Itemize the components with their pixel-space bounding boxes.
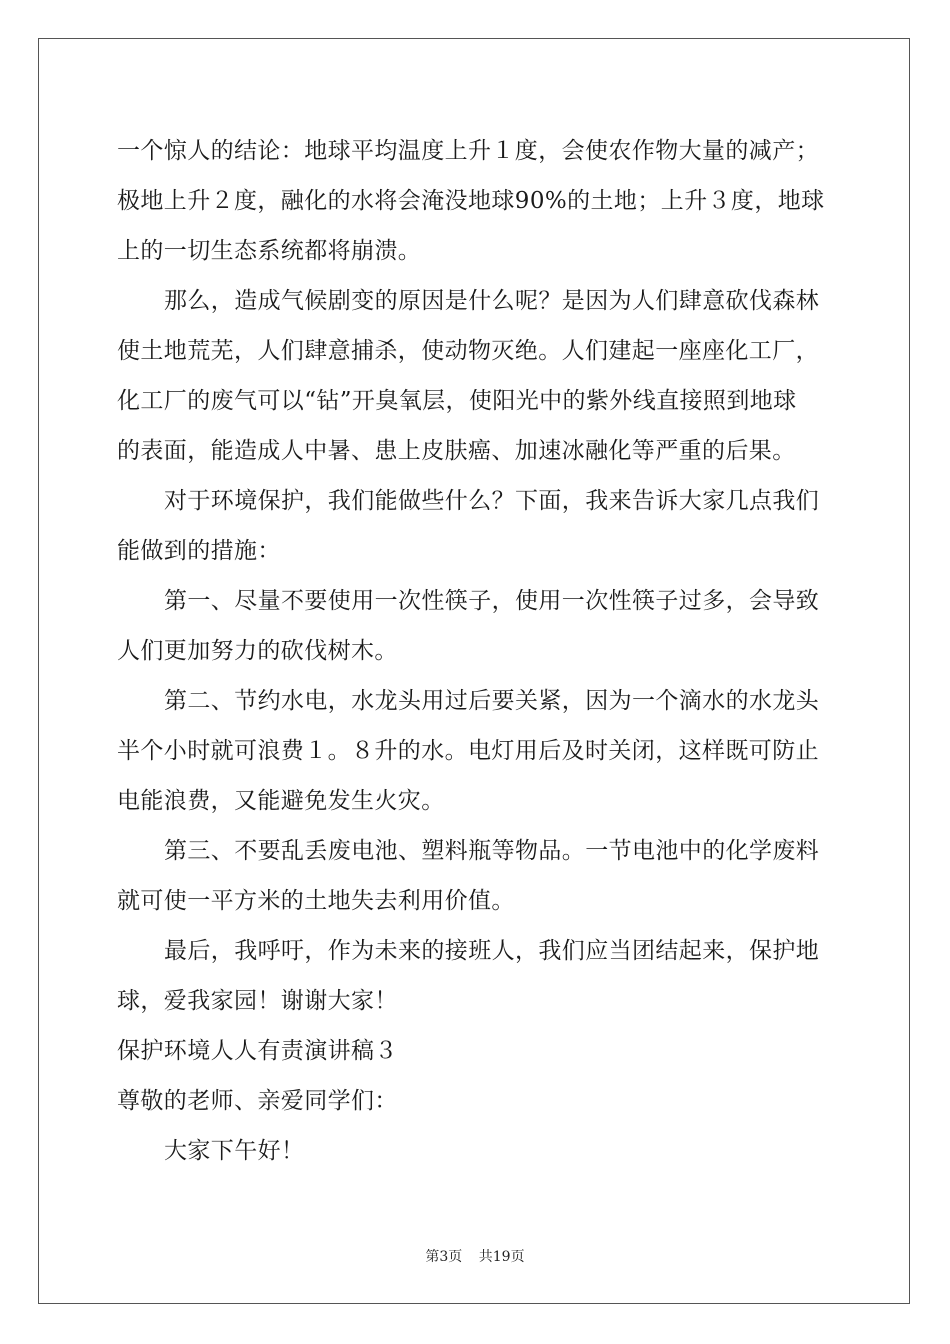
text-line-12: 第二、节约水电，水龙头用过后要关紧，因为一个滴水的水龙头 bbox=[164, 688, 820, 714]
text-line-7: 的表面，能造成人中暑、患上皮肤癌、加速冰融化等严重的后果。 bbox=[117, 438, 796, 464]
text-line-8: 对于环境保护，我们能做些什么？下面，我来告诉大家几点我们 bbox=[164, 488, 820, 514]
text-line-16: 就可使一平方米的土地失去利用价值。 bbox=[117, 888, 515, 914]
text-line-18: 球，爱我家园！谢谢大家！ bbox=[117, 988, 398, 1014]
document-body bbox=[117, 126, 833, 1176]
salutation: 尊敬的老师、亲爱同学们： bbox=[117, 1088, 398, 1114]
page-number: 第3页 bbox=[425, 1249, 463, 1265]
text-line-10: 第一、尽量不要使用一次性筷子，使用一次性筷子过多，会导致 bbox=[164, 588, 820, 614]
text-line-14: 电能浪费，又能避免发生火灾。 bbox=[117, 788, 445, 814]
text-line-2: 极地上升２度，融化的水将会淹没地球90%的土地；上升３度，地球 bbox=[117, 188, 825, 214]
text-line-11: 人们更加努力的砍伐树木。 bbox=[117, 638, 398, 664]
text-line-13: 半个小时就可浪费１。８升的水。电灯用后及时关闭，这样既可防止 bbox=[117, 738, 819, 764]
text-line-17: 最后，我呼吁，作为未来的接班人，我们应当团结起来，保护地 bbox=[164, 938, 820, 964]
page-total: 共19页 bbox=[478, 1249, 525, 1265]
text-line-4: 那么，造成气候剧变的原因是什么呢？是因为人们肆意砍伐森林 bbox=[164, 288, 820, 314]
text-line-6: 化工厂的废气可以“钻”开臭氧层，使阳光中的紫外线直接照到地球 bbox=[117, 388, 797, 414]
text-line-9: 能做到的措施： bbox=[117, 538, 281, 564]
section-title: 保护环境人人有责演讲稿３ bbox=[117, 1038, 398, 1064]
text-line-3: 上的一切生态系统都将崩溃。 bbox=[117, 238, 422, 264]
text-line-15: 第三、不要乱丢废电池、塑料瓶等物品。一节电池中的化学废料 bbox=[164, 838, 820, 864]
greeting: 大家下午好！ bbox=[164, 1138, 305, 1164]
page-footer bbox=[0, 1246, 950, 1266]
text-line-1: 一个惊人的结论：地球平均温度上升１度，会使农作物大量的减产； bbox=[117, 138, 819, 164]
text-line-5: 使土地荒芜，人们肆意捕杀，使动物灭绝。人们建起一座座化工厂， bbox=[117, 338, 819, 364]
